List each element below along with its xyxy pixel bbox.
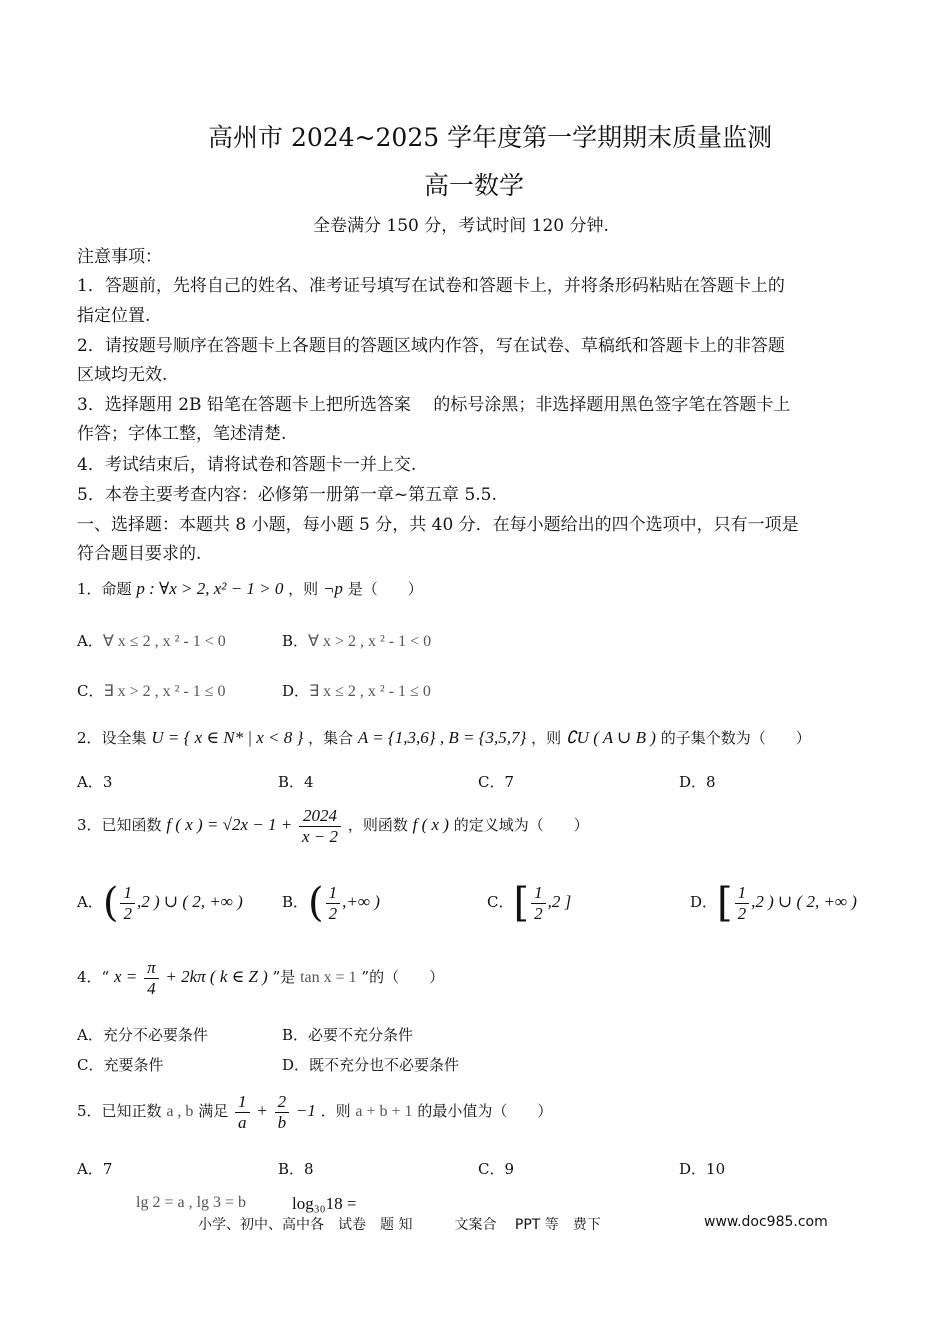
q4-mid: ”是 [272, 968, 296, 987]
option-math: ∀ x ≤ 2 , x ² - 1 < 0 [102, 633, 226, 650]
q4-suffix: ”的（ ） [361, 968, 445, 987]
option-label: A． [77, 632, 103, 650]
q4-pi-fraction [144, 958, 159, 998]
q2-option-c: C．7 [478, 773, 515, 791]
q1-prefix: 1．命题 [77, 580, 132, 598]
notice-item: 作答；字体工整，笔述清楚. [77, 424, 287, 444]
q5-suffix: 的最小值为（ ） [417, 1102, 553, 1121]
fraction-numerator: 1 [235, 1092, 250, 1113]
q4-prefix: 4．“ [77, 968, 110, 987]
q5-minus-one: −1 [295, 1101, 316, 1121]
option-math: 2 ) ∪ ( 2, +∞ ) [141, 891, 243, 911]
q3-option-d: D．[ $\frac{1}{2}$ ,2 ) ∪ ( 2, +∞ ) [690, 880, 857, 926]
subject-title: 高一数学 [424, 171, 525, 200]
option-label: A． [77, 892, 103, 911]
q5-mid2: ．则 [320, 1102, 351, 1121]
q4-option-d: D．既不充分也不必要条件 [282, 1056, 460, 1074]
q3-function-ref: f ( x ) [412, 815, 449, 835]
q3-suffix: 的定义域为（ ） [453, 816, 589, 835]
open-paren: ( [308, 880, 324, 926]
fraction-numerator: 1 [735, 883, 750, 904]
question-4-stem [77, 958, 444, 998]
open-paren: ( [102, 880, 119, 926]
option-math: ∀ x > 2 , x ² - 1 < 0 [308, 633, 432, 650]
q1-option-b [282, 630, 431, 651]
fraction-denominator: b [277, 1112, 287, 1132]
option-math: 2 ] [551, 891, 572, 911]
option-label: B． [282, 632, 309, 650]
option-math: +∞ ) [346, 891, 380, 911]
section-heading: 一、选择题：本题共 8 小题，每小题 5 分，共 40 分．在每小题给出的四个选项中，只有一项是 [77, 515, 799, 535]
q2-complement: ∁U ( A ∪ B ) [565, 728, 656, 747]
option-math: 2 ) ∪ ( 2, +∞ ) [755, 891, 857, 911]
open-bracket: [ [513, 880, 530, 926]
q4-option-b: B．必要不充分条件 [282, 1026, 414, 1044]
notice-item: 1．答题前，先将自己的姓名、准考证号填写在试卷和答题卡上，并将条形码粘贴在答题卡上的 [77, 276, 785, 296]
q1-proposition: p : ∀x > 2, x² − 1 > 0 [136, 579, 284, 598]
q5-prefix: 5．已知正数 [77, 1102, 162, 1121]
q2-option-d: D．8 [679, 773, 716, 791]
fraction-numerator: 2 [275, 1092, 290, 1113]
q6-log-expression: log₃₀18 = [292, 1194, 357, 1213]
q5-plus: + [256, 1101, 268, 1121]
fraction-denominator: 2 [328, 903, 338, 923]
fraction-numerator: 1 [531, 883, 546, 904]
question-1-stem [77, 578, 423, 599]
q3-fraction [299, 806, 341, 846]
fraction-denominator: 2 [534, 903, 543, 923]
q5-expression: a + b + 1 [355, 1103, 413, 1121]
q5-option-d: D．10 [679, 1160, 726, 1178]
q3-option-c: C．[ $\frac{1}{2}$ ,2 ] [487, 880, 572, 926]
section-heading-cont: 符合题目要求的. [77, 544, 202, 564]
option-label: D． [690, 892, 718, 911]
q1-option-c [77, 680, 226, 701]
notice-item: 区域均无效. [77, 365, 168, 385]
notice-item: 2．请按题号顺序在答题卡上各题目的答题区域内作答，写在试卷、草稿纸和答题卡上的非答题 [77, 336, 785, 356]
question-2-stem [77, 727, 811, 748]
question-5-stem [77, 1092, 552, 1132]
option-label: D． [282, 682, 310, 700]
q4-tan: tan x = 1 [300, 969, 357, 987]
q5-mid: 满足 [198, 1102, 229, 1121]
question-3-stem [77, 806, 589, 846]
page-title: 高州市 2024~2025 学年度第一学期期末质量监测 [208, 123, 773, 152]
notice-item: 4．考试结束后，请将试卷和答题卡一并上交. [77, 455, 417, 475]
q4-x-eq: x = [114, 967, 138, 987]
fraction-half [531, 883, 546, 923]
q1-suffix: 是（ ） [347, 580, 423, 598]
q5-option-c: C．9 [478, 1160, 515, 1178]
q5-ab: a , b [166, 1103, 194, 1121]
option-label: C． [487, 892, 514, 911]
exam-info: 全卷满分 150 分，考试时间 120 分钟. [313, 216, 609, 236]
fraction-denominator: 2 [737, 903, 747, 923]
option-math: ∃ x > 2 , x ² - 1 ≤ 0 [103, 683, 226, 700]
q2-mid2: ，则 [531, 729, 562, 747]
q2-option-a: A．3 [77, 773, 113, 791]
fraction-numerator: 1 [120, 883, 135, 904]
notice-heading: 注意事项： [77, 247, 162, 267]
q1-option-d [282, 680, 431, 701]
fraction-numerator: π [144, 958, 159, 979]
q3-option-a: A．( $\frac{1}{2}$ ,2 ) ∪ ( 2, +∞ ) [77, 880, 243, 926]
q2-prefix: 2．设全集 [77, 729, 147, 747]
fraction-half [120, 883, 135, 923]
q1-mid: ，则 [288, 580, 319, 598]
q4-option-a: A．充分不必要条件 [77, 1026, 208, 1044]
q1-option-a [77, 630, 226, 651]
q3-mid: ，则函数 [347, 816, 408, 835]
q4-expression: + 2kπ ( k ∈ Z ) [165, 967, 268, 987]
q1-negation: ¬p [322, 579, 343, 598]
fraction-denominator: x − 2 [302, 826, 339, 846]
q3-option-b: B．( $\frac{1}{2}$ ,+∞ ) [282, 880, 380, 926]
notice-item: 5．本卷主要考查内容：必修第一册第一章~第五章 5.5. [77, 485, 497, 505]
fraction-half [735, 883, 750, 923]
q6-given: lg 2 = a , lg 3 = b [136, 1194, 247, 1211]
q4-option-c: C．充要条件 [77, 1056, 164, 1074]
q3-function: f ( x ) = √2x − 1 + [166, 815, 293, 835]
fraction-numerator: 1 [326, 883, 341, 904]
footer-url[interactable]: www.doc985.com [704, 1214, 828, 1230]
fraction-denominator: 4 [147, 978, 156, 998]
q5-fraction-2 [275, 1092, 290, 1132]
notice-item: 3．选择题用 2B 铅笔在答题卡上把所选答案 的标号涂黑；非选择题用黑色签字笔在答题卡上 [77, 395, 791, 415]
option-label: B． [282, 892, 309, 911]
footer-text: 小学、初中、高中各 试卷 题 知 文案合 PPT 等 费下 [198, 1217, 601, 1233]
q2-mid1: ，集合 [308, 729, 354, 747]
q3-prefix: 3．已知函数 [77, 816, 162, 835]
notice-item: 指定位置. [77, 306, 151, 326]
q5-fraction-1 [235, 1092, 250, 1132]
open-bracket: [ [717, 880, 733, 926]
option-math: ∃ x ≤ 2 , x ² - 1 ≤ 0 [309, 683, 431, 700]
fraction-numerator: 2024 [299, 806, 341, 827]
q2-option-b: B．4 [278, 773, 314, 791]
q5-option-a: A．7 [77, 1160, 113, 1178]
option-label: C． [77, 682, 104, 700]
fraction-denominator: 2 [123, 903, 132, 923]
q2-suffix: 的子集个数为（ ） [660, 729, 811, 747]
fraction-denominator: a [238, 1112, 247, 1132]
q5-option-b: B．8 [278, 1160, 314, 1178]
q2-universal-set: U = { x ∈ N* | x < 8 } [151, 728, 304, 747]
q2-sets: A = {1,3,6} , B = {3,5,7} [357, 728, 527, 747]
fraction-half [326, 883, 341, 923]
